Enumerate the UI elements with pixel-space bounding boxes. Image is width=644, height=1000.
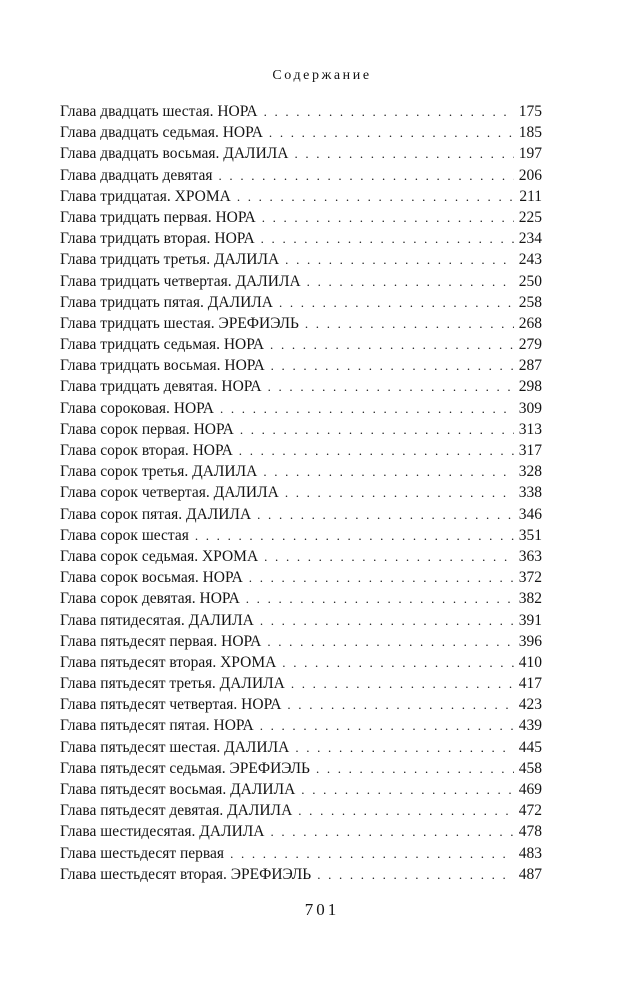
- toc-entry-title: Глава сорок третья. ДАЛИЛА: [60, 463, 258, 481]
- toc-entry: [60, 546, 542, 567]
- toc-entry: [60, 737, 542, 758]
- dot-leader: [262, 207, 514, 228]
- toc-entry-title: Глава шестидесятая. ДАЛИЛА: [60, 823, 265, 841]
- toc-entry-page: 234: [518, 230, 542, 248]
- dot-leader: [271, 821, 514, 842]
- toc-entry-page: 410: [518, 653, 542, 671]
- toc-entry: [60, 504, 542, 525]
- toc-entry-title: Глава пятьдесят вторая. ХРОМА: [60, 653, 277, 671]
- toc-entry-title: Глава пятидесятая. ДАЛИЛА: [60, 611, 254, 629]
- toc-entry: [60, 165, 542, 186]
- toc-entry-page: 225: [518, 208, 542, 226]
- toc-entry-title: Глава сорок первая. НОРА: [60, 420, 234, 438]
- dot-leader: [268, 376, 514, 397]
- dot-leader: [261, 228, 514, 249]
- dot-leader: [285, 482, 514, 503]
- toc-entry: [60, 122, 542, 143]
- dot-leader: [237, 186, 514, 207]
- dot-leader: [287, 694, 513, 715]
- toc-entry-title: Глава пятьдесят восьмая. ДАЛИЛА: [60, 781, 296, 798]
- toc-entry-title: Глава пятьдесят первая. НОРА: [60, 632, 262, 650]
- toc-entry: [60, 610, 542, 631]
- toc-entry: [60, 440, 542, 461]
- toc-entry-page: 298: [518, 378, 542, 396]
- toc-entry-page: 445: [518, 738, 542, 756]
- dot-leader: [316, 758, 514, 779]
- toc-entry: [60, 461, 542, 482]
- dot-leader: [294, 143, 513, 164]
- toc-entry-title: Глава пятьдесят третья. ДАЛИЛА: [60, 675, 285, 693]
- toc-entry-page: 478: [518, 823, 542, 841]
- dot-leader: [219, 165, 514, 186]
- toc-entry: [60, 715, 542, 736]
- toc-entry: [60, 398, 542, 419]
- toc-entry-page: 313: [518, 420, 542, 438]
- toc-entry-title: Глава тридцать первая. НОРА: [60, 208, 256, 226]
- dot-leader: [279, 292, 514, 313]
- toc-entry-title: Глава пятьдесят девятая. ДАЛИЛА: [60, 802, 293, 820]
- toc-entry-page: 458: [518, 759, 542, 777]
- toc-entry-page: 268: [518, 314, 542, 332]
- toc-entry-page: 309: [518, 399, 542, 417]
- dot-leader: [285, 249, 514, 270]
- toc-entry-page: 185: [518, 124, 542, 142]
- toc-entry: [60, 334, 542, 355]
- toc-entry: [60, 673, 542, 694]
- dot-leader: [195, 525, 514, 546]
- dot-leader: [257, 504, 514, 525]
- dot-leader: [246, 588, 514, 609]
- toc-entry-page: 211: [519, 187, 542, 205]
- toc-entry: [60, 292, 542, 313]
- toc-entry: [60, 843, 542, 864]
- toc-entry-page: 487: [518, 865, 542, 883]
- toc-entry: [60, 228, 542, 249]
- toc-entry-title: Глава сороковая. НОРА: [60, 399, 214, 417]
- toc-entry-title: Глава тридцать седьмая. НОРА: [60, 336, 265, 354]
- dot-leader: [269, 122, 514, 143]
- toc-entry-title: Глава сорок шестая: [60, 526, 189, 544]
- toc-entry-page: 317: [518, 442, 542, 459]
- toc-entry-title: Глава сорок девятая. НОРА: [60, 590, 240, 608]
- toc-entry-page: 279: [518, 336, 542, 354]
- dot-leader: [239, 440, 514, 461]
- dot-leader: [263, 461, 513, 482]
- dot-leader: [267, 631, 513, 652]
- toc-entry: [60, 313, 542, 334]
- dot-leader: [249, 567, 514, 588]
- dot-leader: [270, 334, 514, 355]
- dot-leader: [220, 398, 514, 419]
- toc-entry: [60, 376, 542, 397]
- toc-entry-page: 258: [518, 293, 542, 311]
- toc-entry-page: 372: [518, 569, 542, 587]
- toc-entry-page: 338: [518, 484, 542, 502]
- dot-leader: [264, 101, 514, 122]
- toc-entry-title: Глава пятьдесят пятая. НОРА: [60, 717, 254, 735]
- toc-entry-page: 363: [518, 547, 542, 565]
- toc-entry-page: 287: [518, 357, 542, 375]
- dot-leader: [240, 419, 514, 440]
- toc-entry-page: 483: [518, 844, 542, 862]
- dot-leader: [305, 313, 514, 334]
- toc-entry-title: Глава двадцать девятая: [60, 166, 213, 184]
- toc-entry: [60, 567, 542, 588]
- dot-leader: [282, 652, 513, 673]
- page-number: 701: [304, 900, 340, 919]
- toc-entry-title: Глава сорок вторая. НОРА: [60, 442, 233, 459]
- dot-leader: [291, 673, 514, 694]
- toc-entry-title: Глава двадцать восьмая. ДАЛИЛА: [60, 145, 289, 163]
- toc-entry-title: Глава двадцать шестая. НОРА: [60, 103, 258, 120]
- toc-entry: [60, 588, 542, 609]
- dot-leader: [264, 546, 514, 567]
- toc-entry: [60, 800, 542, 821]
- toc-entry: [60, 355, 542, 376]
- dot-leader: [317, 864, 514, 885]
- toc-entry-title: Глава тридцать девятая. НОРА: [60, 378, 262, 396]
- toc-entry-page: 396: [518, 632, 542, 650]
- toc-entry: [60, 694, 542, 715]
- dot-leader: [301, 779, 513, 800]
- toc-entry-page: 382: [518, 590, 542, 608]
- toc-entry: [60, 482, 542, 503]
- toc-entry-page: 423: [518, 696, 542, 714]
- toc-entry: [60, 864, 542, 885]
- dot-leader: [260, 715, 514, 736]
- toc-entry-page: 175: [518, 103, 542, 120]
- dot-leader: [260, 610, 514, 631]
- toc-entry-title: Глава пятьдесят шестая. ДАЛИЛА: [60, 738, 290, 756]
- toc-entry-page: 250: [518, 272, 542, 290]
- toc-entry-page: 243: [518, 251, 542, 269]
- toc-entry-title: Глава сорок четвертая. ДАЛИЛА: [60, 484, 279, 502]
- toc-entry-page: 197: [518, 145, 542, 163]
- toc-entry-page: 351: [518, 526, 542, 544]
- toc-entry-title: Глава пятьдесят седьмая. ЭРЕФИЭЛЬ: [60, 759, 310, 777]
- toc-entry: [60, 207, 542, 228]
- toc-entry-page: 417: [518, 675, 542, 693]
- toc-entry: [60, 186, 542, 207]
- toc-entry-title: Глава тридцать третья. ДАЛИЛА: [60, 251, 280, 269]
- toc-entry-page: 469: [518, 781, 542, 798]
- toc-entry-page: 328: [518, 463, 542, 481]
- toc-heading: Содержание: [272, 68, 372, 83]
- dot-leader: [307, 271, 514, 292]
- toc-entry-title: Глава шестьдесят первая: [60, 844, 225, 862]
- toc-entry-page: 391: [518, 611, 542, 629]
- toc-entry: [60, 101, 542, 122]
- table-of-contents: [60, 101, 542, 885]
- toc-entry: [60, 821, 542, 842]
- toc-entry-title: Глава сорок седьмая. ХРОМА: [60, 547, 259, 565]
- toc-entry-title: Глава двадцать седьмая. НОРА: [60, 124, 263, 142]
- toc-entry: [60, 525, 542, 546]
- toc-entry-title: Глава тридцать четвертая. ДАЛИЛА: [60, 272, 301, 290]
- toc-entry: [60, 249, 542, 270]
- toc-entry: [60, 143, 542, 164]
- toc-entry-title: Глава сорок пятая. ДАЛИЛА: [60, 505, 252, 523]
- dot-leader: [230, 843, 514, 864]
- toc-entry-title: Глава тридцать вторая. НОРА: [60, 230, 255, 248]
- toc-entry-page: 206: [518, 166, 542, 184]
- toc-entry: [60, 758, 542, 779]
- toc-entry-title: Глава сорок восьмая. НОРА: [60, 569, 243, 587]
- toc-entry-title: Глава тридцатая. ХРОМА: [60, 187, 231, 205]
- toc-entry: [60, 271, 542, 292]
- toc-entry-title: Глава тридцать шестая. ЭРЕФИЭЛЬ: [60, 314, 299, 332]
- toc-entry: [60, 419, 542, 440]
- toc-entry-title: Глава тридцать пятая. ДАЛИЛА: [60, 293, 273, 311]
- toc-entry-page: 346: [518, 505, 542, 523]
- toc-entry-page: 439: [518, 717, 542, 735]
- dot-leader: [271, 355, 514, 376]
- toc-entry: [60, 779, 542, 800]
- toc-entry-title: Глава тридцать восьмая. НОРА: [60, 357, 265, 375]
- toc-entry-title: Глава пятьдесят четвертая. НОРА: [60, 696, 282, 714]
- toc-entry: [60, 652, 542, 673]
- toc-entry-title: Глава шестьдесят вторая. ЭРЕФИЭЛЬ: [60, 865, 312, 883]
- dot-leader: [298, 800, 513, 821]
- toc-entry-page: 472: [518, 802, 542, 820]
- dot-leader: [295, 737, 513, 758]
- toc-entry: [60, 631, 542, 652]
